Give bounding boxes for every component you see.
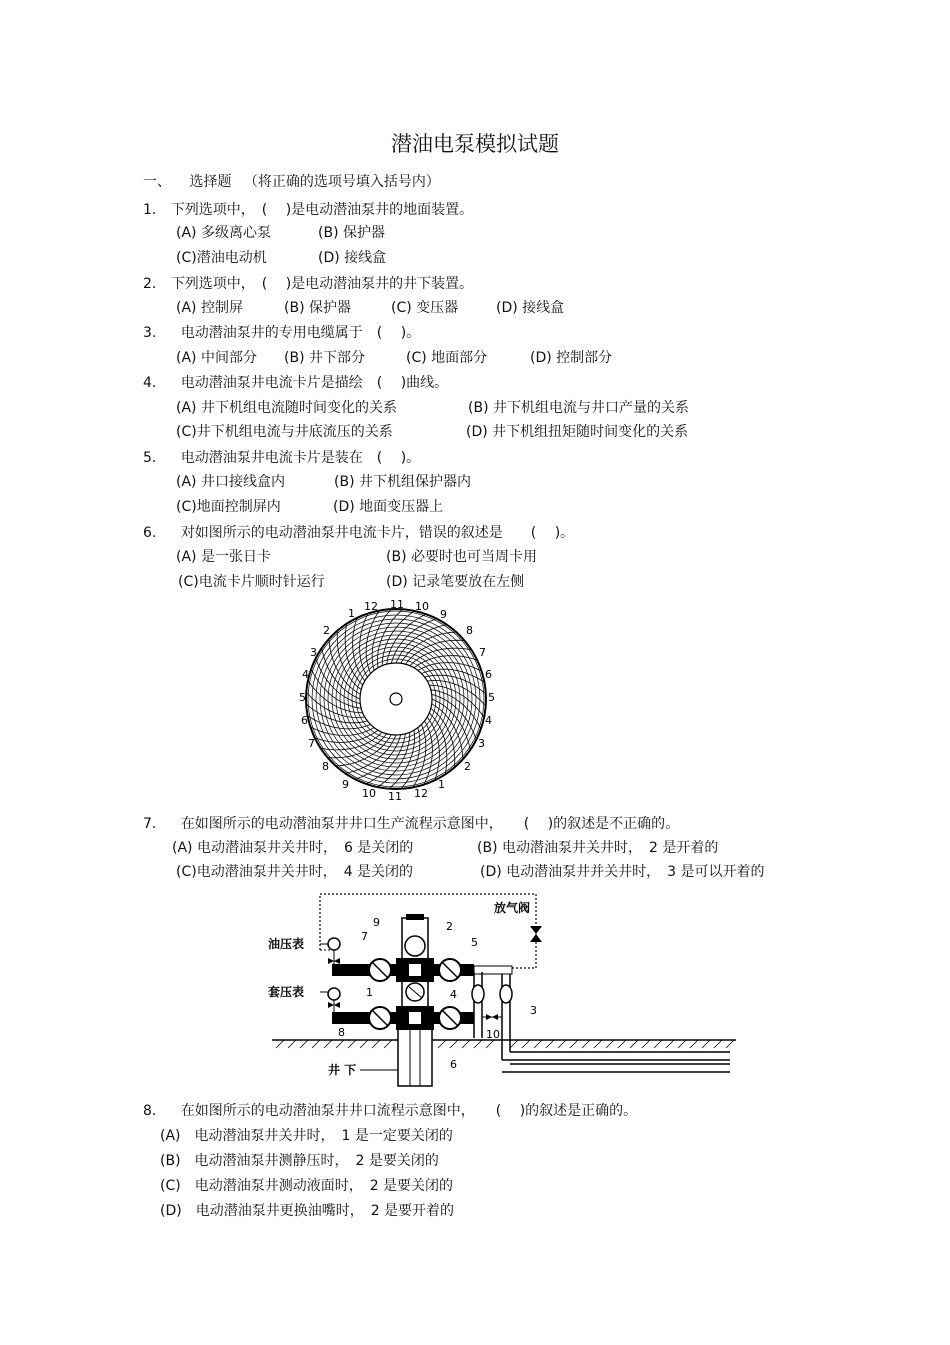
question-number: 2. — [143, 276, 157, 292]
option: (C) 地面部分 — [406, 350, 488, 366]
callout-number: 8 — [338, 1026, 345, 1039]
option: (B) 必要时也可当周卡用 — [386, 549, 537, 565]
card-label: 11 — [388, 790, 402, 803]
question-number: 4. — [143, 375, 157, 391]
option: (D) 地面变压器上 — [333, 499, 444, 515]
flow-line — [474, 966, 512, 974]
current-card-figure — [288, 594, 504, 804]
option: (B) 井下机组电流与井口产量的关系 — [468, 400, 689, 416]
card-label: 4 — [302, 668, 309, 681]
oil-pressure-gauge-label: 油压表 — [268, 937, 305, 951]
option: (C) 变压器 — [391, 300, 459, 316]
card-label: 4 — [485, 714, 492, 727]
valve-9 — [405, 936, 425, 956]
card-label: 1 — [348, 607, 355, 620]
question-text: 下列选项中， ( )是电动潜油泵井的井下装置。 — [170, 276, 474, 292]
callout-number: 5 — [471, 936, 478, 949]
question-6 — [143, 522, 574, 542]
callout-number: 4 — [450, 988, 457, 1001]
option: (B) 保护器 — [284, 300, 351, 316]
card-label: 3 — [478, 737, 485, 750]
card-label: 12 — [414, 787, 428, 800]
oil-pressure-gauge-icon — [328, 938, 340, 950]
option: (C)地面控制屏内 — [176, 499, 281, 515]
option: (C)潜油电动机 — [176, 250, 267, 266]
option: (A) 井下机组电流随时间变化的关系 — [176, 400, 397, 416]
vent-valve-icon — [530, 926, 542, 942]
card-label: 10 — [362, 787, 376, 800]
card-label: 9 — [440, 608, 447, 621]
card-label: 10 — [415, 600, 429, 613]
question-5 — [143, 447, 420, 467]
callout-number: 9 — [373, 916, 380, 929]
section-heading — [143, 171, 440, 191]
option: (B) 电动潜油泵井关井时， 2 是开着的 — [477, 840, 719, 856]
question-number: 6. — [143, 525, 157, 541]
question-1 — [143, 199, 473, 219]
option: (D) 接线盒 — [496, 300, 565, 316]
question-text: 在如图所示的电动潜油泵井井口流程示意图中， ( )的叙述是正确的。 — [180, 1103, 638, 1119]
vent-valve-label: 放气阀 — [494, 901, 531, 915]
question-number: 1. — [143, 202, 157, 218]
option: (C)井下机组电流与井底流压的关系 — [176, 424, 393, 440]
option: (C)电动潜油泵井关井时， 4 是关闭的 — [176, 864, 414, 880]
card-label: 1 — [438, 778, 445, 791]
lower-cross — [409, 1012, 421, 1024]
card-label: 7 — [479, 646, 486, 659]
question-number: 5. — [143, 450, 157, 466]
valve-4 — [472, 985, 484, 1003]
callout-number: 1 — [366, 986, 373, 999]
option: (A) 多级离心泵 — [176, 225, 271, 241]
card-label: 6 — [301, 714, 308, 727]
well-casing — [398, 1028, 432, 1086]
card-label: 8 — [322, 760, 329, 773]
question-text: 在如图所示的电动潜油泵井井口生产流程示意图中， ( )的叙述是不正确的。 — [180, 816, 680, 832]
option: (C) 电动潜油泵井测动液面时， 2 是要关闭的 — [160, 1178, 454, 1194]
valve-3 — [500, 985, 512, 1003]
section-number: 一、 — [143, 174, 171, 190]
question-text: 下列选项中， ( )是电动潜油泵井的地面装置。 — [170, 202, 474, 218]
downhole-label: 井 下 — [328, 1063, 357, 1077]
option: (A) 控制屏 — [176, 300, 243, 316]
ground-hatch — [276, 1040, 734, 1048]
card-label: 2 — [323, 624, 330, 637]
option: (D) 接线盒 — [318, 250, 387, 266]
card-label: 9 — [342, 778, 349, 791]
option: (A) 电动潜油泵井关井时， 1 是一定要关闭的 — [160, 1128, 453, 1144]
section-label: 选择题 — [189, 174, 232, 190]
question-3 — [143, 322, 420, 342]
option: (D) 记录笔要放在左侧 — [386, 574, 525, 590]
option: (B) 井下部分 — [284, 350, 365, 366]
option: (A) 中间部分 — [176, 350, 257, 366]
question-text: 电动潜油泵井电流卡片是描绘 ( )曲线。 — [180, 375, 449, 391]
question-number: 8. — [143, 1103, 157, 1119]
card-label: 8 — [466, 624, 473, 637]
option: (B) 电动潜油泵井测静压时， 2 是要关闭的 — [160, 1153, 439, 1169]
option: (A) 井口接线盒内 — [176, 474, 285, 490]
option: (D) 电动潜油泵井并关井时， 3 是可以开着的 — [480, 864, 765, 880]
option: (D) 井下机组扭矩随时间变化的关系 — [466, 424, 689, 440]
callout-number: 2 — [446, 920, 453, 933]
question-text: 对如图所示的电动潜油泵井电流卡片，错误的叙述是 ( )。 — [180, 525, 575, 541]
wellhead-figure — [262, 888, 736, 1088]
card-label: 12 — [364, 600, 378, 613]
question-4 — [143, 372, 448, 392]
option: (A) 电动潜油泵井关井时， 6 是关闭的 — [172, 840, 414, 856]
callout-number: 3 — [530, 1004, 537, 1017]
option: (B) 井下机组保护器内 — [334, 474, 471, 490]
card-label: 3 — [310, 646, 317, 659]
question-text: 电动潜油泵井的专用电缆属于 ( )。 — [180, 325, 421, 341]
card-label: 7 — [308, 737, 315, 750]
question-number: 3. — [143, 325, 157, 341]
card-label: 11 — [390, 598, 404, 611]
card-label: 2 — [464, 760, 471, 773]
card-label: 5 — [488, 691, 495, 704]
callout-number: 10 — [486, 1028, 500, 1041]
top-cap — [406, 914, 424, 920]
card-hub — [390, 693, 402, 705]
card-label: 5 — [299, 691, 306, 704]
casing-pressure-gauge-label: 套压表 — [268, 985, 305, 999]
option: (D) 电动潜油泵井更换油嘴时， 2 是要开着的 — [160, 1203, 455, 1219]
card-label: 6 — [485, 668, 492, 681]
section-note: （将正确的选项号填入括号内） — [243, 174, 440, 190]
casing-pressure-gauge-icon — [328, 988, 340, 1000]
option: (A) 是一张日卡 — [176, 549, 271, 565]
callout-number: 6 — [450, 1058, 457, 1071]
option: (D) 控制部分 — [530, 350, 613, 366]
question-2 — [143, 273, 473, 293]
option: (B) 保护器 — [318, 225, 385, 241]
option: (C)电流卡片顺时针运行 — [178, 574, 325, 590]
callout-number: 7 — [361, 930, 368, 943]
page-title: 潜油电泵模拟试题 — [391, 132, 559, 156]
question-7 — [143, 813, 679, 833]
question-number: 7. — [143, 816, 157, 832]
question-8 — [143, 1100, 637, 1120]
question-text: 电动潜油泵井电流卡片是装在 ( )。 — [180, 450, 421, 466]
upper-cross — [409, 964, 421, 976]
